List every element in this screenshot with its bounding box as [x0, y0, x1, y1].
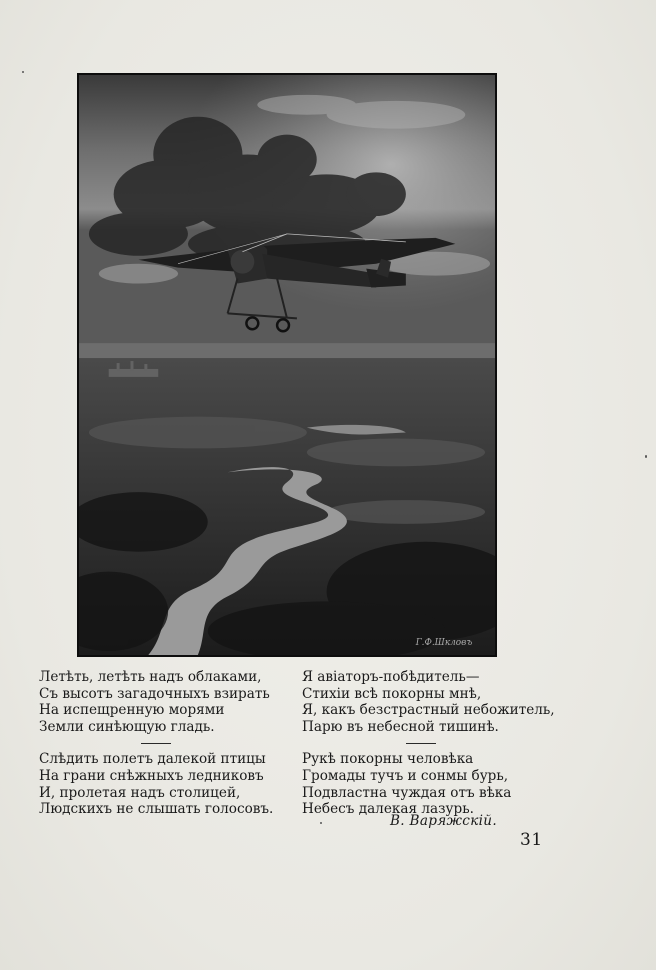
poem-line: Подвластна чуждая отъ вѣка [302, 784, 512, 801]
poem-line: Съ высотъ загадочныхъ взирать [39, 685, 270, 702]
poem-line: Рукѣ покорны человѣка [302, 751, 474, 768]
airplane-over-landscape-illustration [79, 75, 495, 655]
poem-line: Стихіи всѣ покорны мнѣ, [302, 685, 482, 702]
stanza-divider [141, 743, 171, 744]
poem-left-column [39, 669, 273, 818]
poem-line: И, пролетая надъ столицей, [39, 784, 241, 801]
page-number: 31 [520, 830, 543, 850]
paper-speck [320, 822, 322, 824]
poem-line: Слѣдить полетъ далекой птицы [39, 751, 266, 768]
illustration-plate [77, 73, 497, 657]
paper-speck [22, 71, 24, 73]
stanza-4 [302, 751, 555, 817]
poem-line: Людскихъ не слышать голосовъ. [39, 801, 274, 818]
poem-line: Я, какъ безстрастный небожитель, [302, 702, 555, 719]
poem-line: Земли синѣющую гладь. [39, 718, 215, 735]
stanza-2 [39, 751, 273, 817]
poem-right-column [302, 669, 555, 818]
poem-line: Парю въ небесной тишинѣ. [302, 718, 499, 735]
stanza-3 [302, 669, 555, 735]
poem-line: На грани снѣжныхъ ледниковъ [39, 767, 264, 784]
poem-line: Громады тучъ и сонмы бурь, [302, 767, 509, 784]
poem-line: Я авіаторъ-побѣдитель— [302, 669, 480, 685]
paper-speck [645, 455, 647, 458]
poem-line: На испещренную морями [39, 702, 225, 719]
poem-line: Небесъ далекая лазурь. [302, 801, 474, 818]
poem-line: Летѣть, летѣть надъ облаками, [39, 669, 262, 685]
stanza-1 [39, 669, 273, 735]
poem-author: В. Варяжскій. [390, 813, 497, 829]
stanza-divider [406, 743, 436, 744]
artist-signature: Г.Ф.Шкловъ [415, 638, 473, 649]
